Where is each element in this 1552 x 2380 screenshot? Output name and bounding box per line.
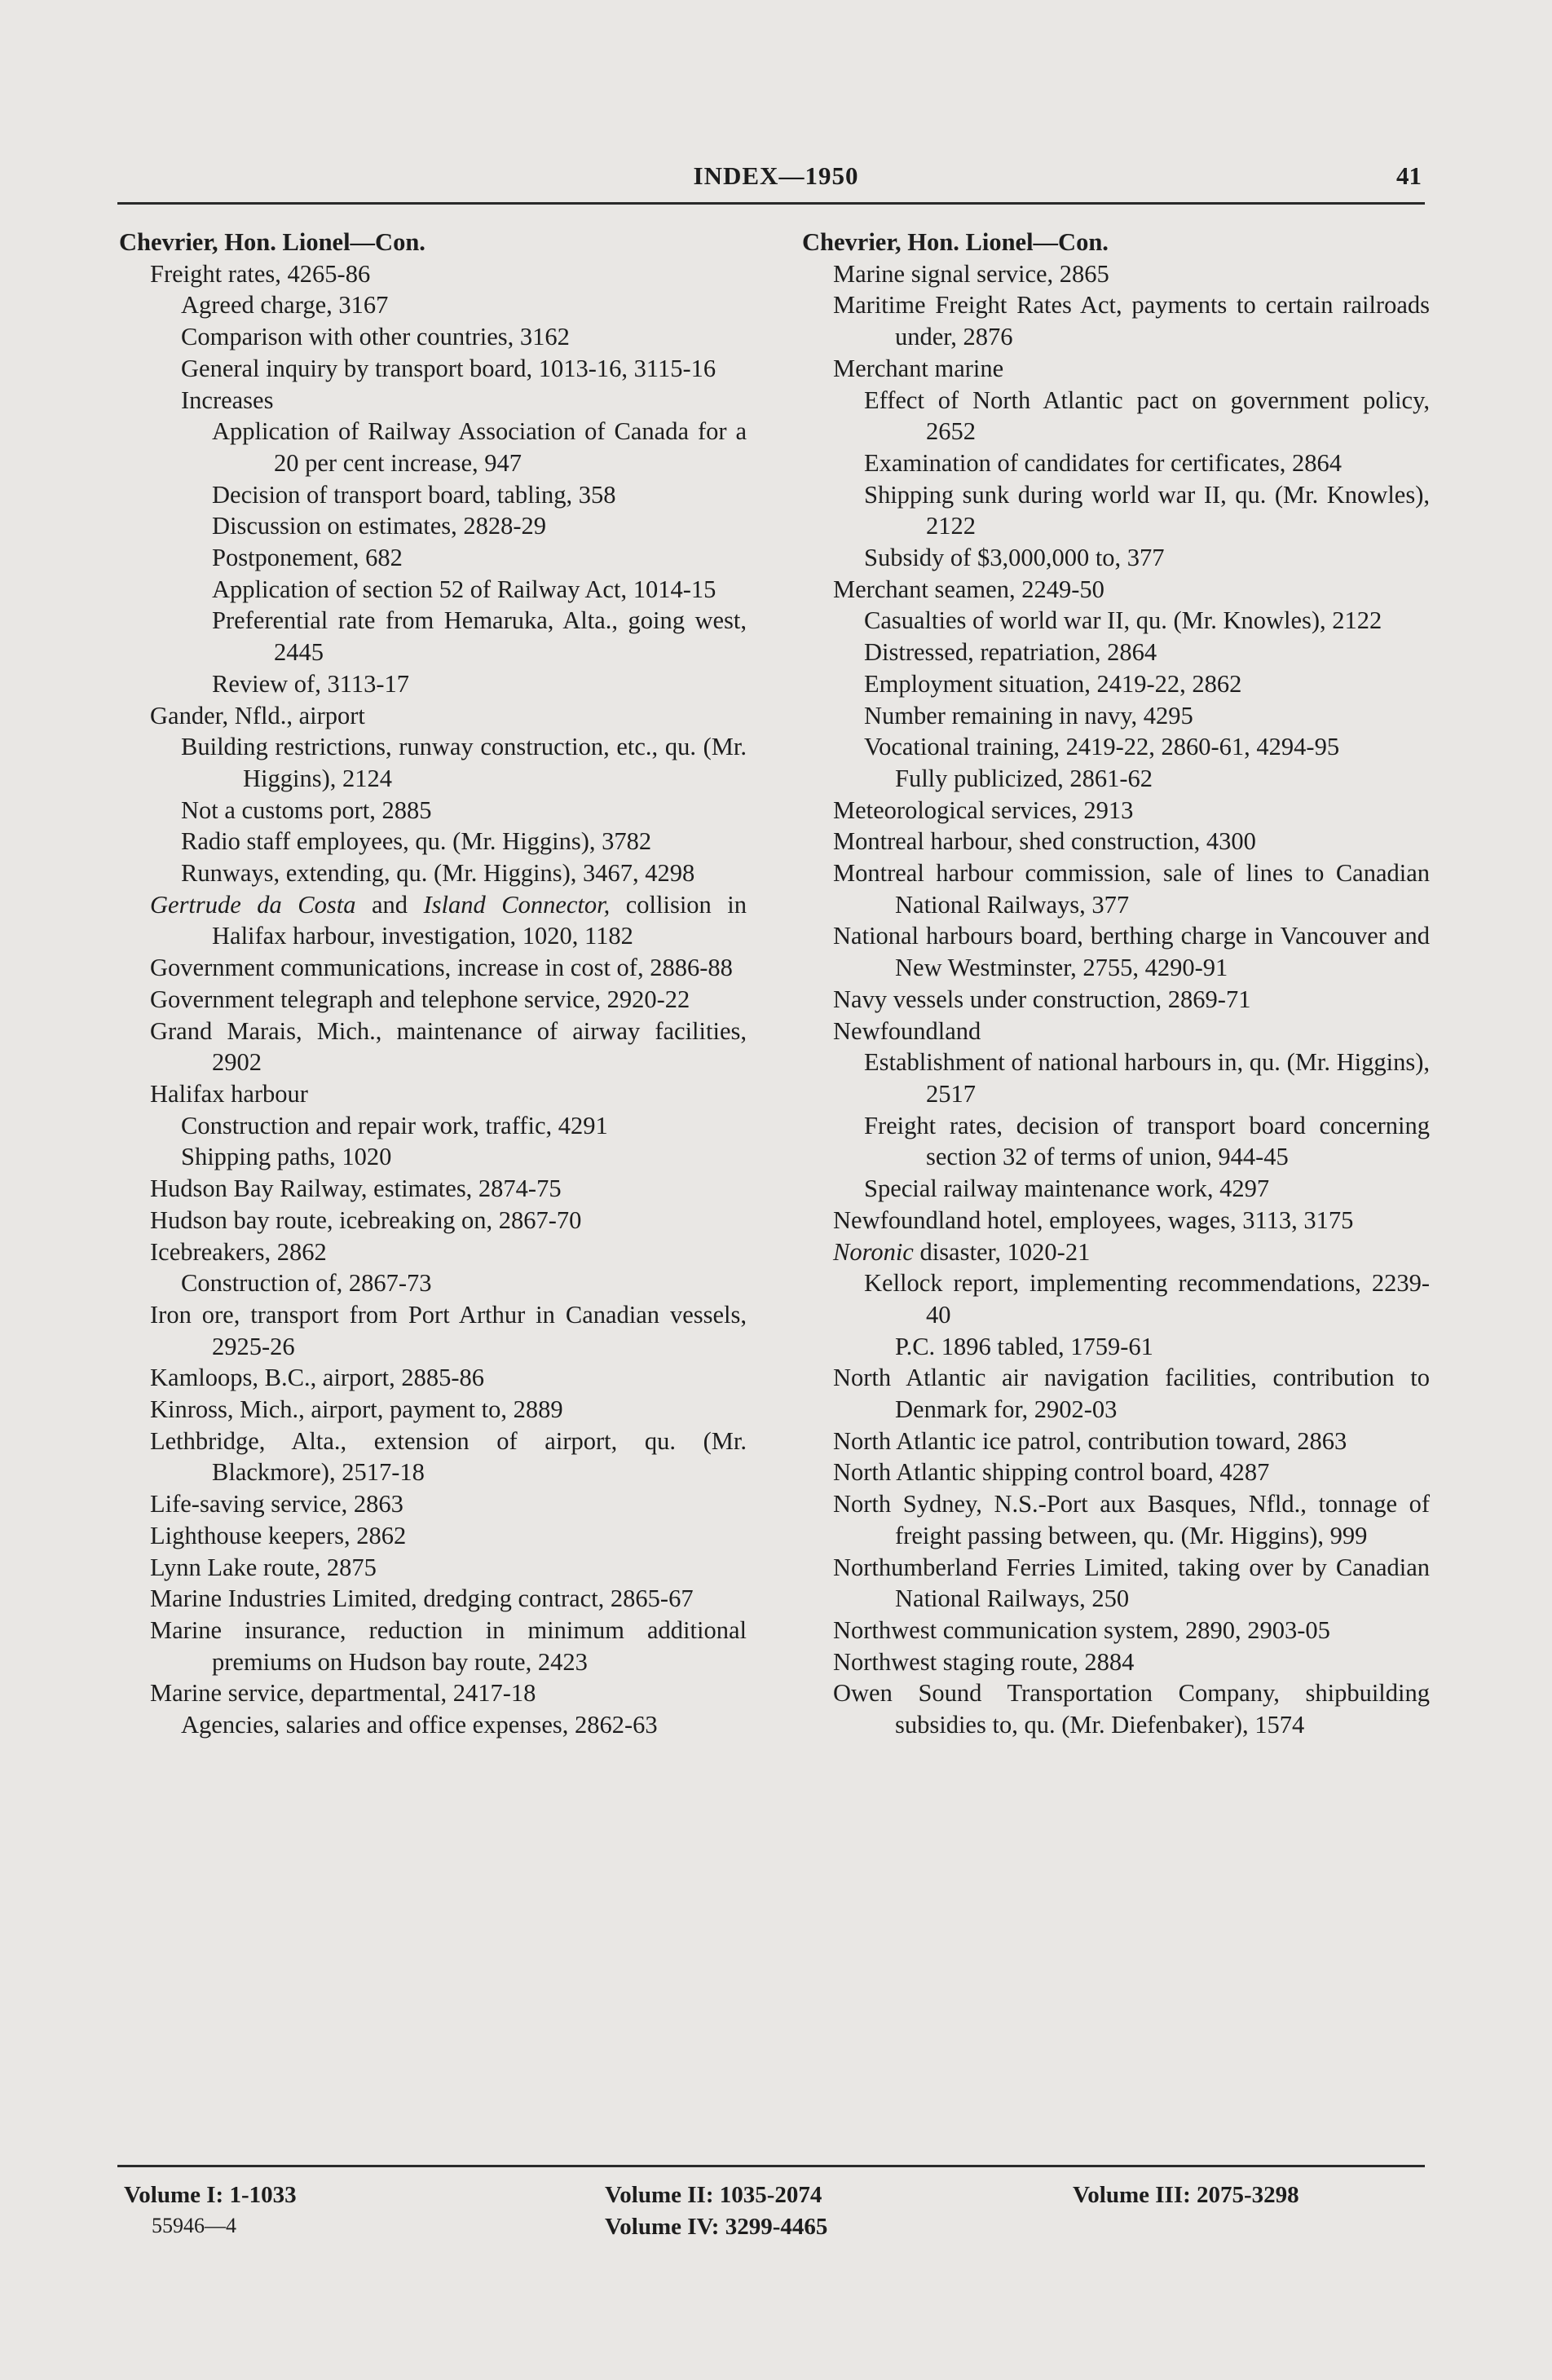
entry-text: National harbours board, berthing charge in Vancouver and New Westminster, 2755, 4290-91 [833,922,1430,982]
index-entry [802,1362,1430,1425]
entry-text: General inquiry by transport board, 1013-16, 3115-16 [181,354,716,382]
index-entry [802,668,1430,700]
index-entry [802,1110,1430,1173]
index-entry [802,637,1430,668]
index-entry [802,984,1430,1016]
index-entry [802,1552,1430,1615]
entry-text: Review of, 3113-17 [212,669,409,698]
index-entry [119,353,747,385]
index-entry [119,479,747,511]
entry-text: Marine Industries Limited, dredging contract, 2865-67 [150,1584,694,1613]
entry-text: disaster, 1020-21 [913,1237,1091,1266]
index-entry [802,447,1430,479]
index-entry [119,289,747,321]
entry-text: Examination of candidates for certificates, 2864 [864,448,1343,477]
entry-text: Comparison with other countries, 3162 [181,323,570,351]
index-entry [119,984,747,1016]
entry-text: Montreal harbour, shed construction, 4300 [833,827,1256,856]
entry-text: Fully publicized, 2861-62 [895,764,1153,792]
entry-text: Number remaining in navy, 4295 [864,701,1193,729]
index-entry [802,479,1430,542]
index-entry [802,1488,1430,1551]
entry-text: Application of section 52 of Railway Act, 1014-15 [212,575,716,603]
index-entry [119,1488,747,1520]
entry-text: North Sydney, N.S.-Port aux Basques, Nfld., tonnage of freight passing between, qu. (Mr. Higgins), 999 [833,1490,1430,1549]
entry-text: Gander, Nfld., airport [150,701,365,729]
entry-text: Distressed, repatriation, 2864 [864,638,1157,667]
entry-text: Lynn Lake route, 2875 [150,1553,377,1581]
index-entry [802,1267,1430,1330]
entry-text: Montreal harbour commission, sale of lines to Canadian National Railways, 377 [833,859,1430,919]
entry-connector: and [355,890,424,919]
entry-text: Lighthouse keepers, 2862 [150,1521,407,1549]
entry-text: Decision of transport board, tabling, 358 [212,480,616,509]
index-entry [119,1299,747,1362]
entry-text: Halifax harbour [150,1079,308,1108]
entry-text: Hudson bay route, icebreaking on, 2867-70 [150,1205,582,1234]
index-entry [802,1426,1430,1457]
index-entry [119,857,747,889]
entry-text: Meteorological services, 2913 [833,796,1134,824]
entry-text: Kellock report, implementing recommendations, 2239-40 [864,1269,1430,1329]
index-entry [802,1615,1430,1646]
index-entry [802,826,1430,857]
index-entry [119,1552,747,1584]
volume-4-range: Volume IV: 3299-4465 [605,2214,828,2240]
entry-text: Subsidy of $3,000,000 to, 377 [864,544,1165,572]
entry-text: Application of Railway Association of Canada for a 20 per cent increase, 947 [212,417,747,477]
index-entry [802,920,1430,983]
entry-text: Increases [181,386,274,414]
index-entry [119,321,747,353]
entry-text: Vocational training, 2419-22, 2860-61, 4294-95 [864,733,1340,761]
index-entry [802,385,1430,447]
index-entry [119,574,747,606]
index-entry [119,668,747,700]
index-entry [119,1426,747,1488]
index-entry [802,289,1430,352]
entry-text: P.C. 1896 tabled, 1759-61 [895,1332,1153,1360]
right-column [802,227,1430,1741]
index-entry [119,1110,747,1142]
entry-text: Agencies, salaries and office expenses, 2862-63 [181,1711,658,1739]
entry-text: Agreed charge, 3167 [181,291,389,320]
entry-text: Radio staff employees, qu. (Mr. Higgins), 3782 [181,827,652,856]
page-title: INDEX—1950 [693,161,859,190]
index-entry [802,1236,1430,1268]
entry-text: Shipping paths, 1020 [181,1143,392,1171]
entry-text: Hudson Bay Railway, estimates, 2874-75 [150,1175,562,1203]
entry-text: Iron ore, transport from Port Arthur in Canadian vessels, 2925-26 [150,1300,747,1360]
index-entry [802,1173,1430,1205]
header-rule [117,202,1425,205]
entry-text: Runways, extending, qu. (Mr. Higgins), 3467, 4298 [181,859,695,888]
index-entry [119,385,747,416]
index-entry [802,857,1430,920]
index-entry [802,574,1430,606]
entry-text: Kinross, Mich., airport, payment to, 2889 [150,1395,563,1424]
entry-text: North Atlantic air navigation facilities, contribution to Denmark for, 2902-03 [833,1364,1430,1424]
entry-text: Freight rates, 4265-86 [150,259,371,288]
entry-text: Government communications, increase in cost of, 2886-88 [150,954,733,982]
index-entry [802,258,1430,290]
page-number: 41 [1396,161,1422,190]
print-code: 55946—4 [152,2214,236,2237]
index-entry [119,1173,747,1205]
index-entry [119,605,747,668]
left-column [119,227,747,1741]
entry-italic-title: Noronic [833,1237,914,1266]
entry-text: Employment situation, 2419-22, 2862 [864,669,1242,698]
volume-1-range: Volume I: 1-1033 [124,2182,297,2208]
index-entry [802,1205,1430,1236]
index-entry [119,1583,747,1615]
volume-3-range: Volume III: 2075-3298 [1073,2182,1299,2208]
entry-text: Construction of, 2867-73 [181,1269,432,1298]
index-entry [119,700,747,732]
index-entry [119,1394,747,1426]
column-heading: Chevrier, Hon. Lionel—Con. [119,228,425,256]
index-entry [119,889,747,952]
entry-text: Marine service, departmental, 2417-18 [150,1679,536,1708]
entry-text: Freight rates, decision of transport board concerning section 32 of terms of union, 944-45 [864,1111,1430,1171]
entry-text: Lethbridge, Alta., extension of airport, qu. (Mr. Blackmore), 2517-18 [150,1426,747,1487]
index-entry [119,826,747,857]
index-entry [119,416,747,478]
entry-text: North Atlantic ice patrol, contribution toward, 2863 [833,1426,1347,1455]
entry-text: Navy vessels under construction, 2869-71 [833,985,1251,1013]
index-entry [119,1677,747,1709]
index-entry [802,731,1430,763]
entry-text: Northwest staging route, 2884 [833,1647,1135,1676]
index-entry [802,542,1430,574]
index-entry [119,542,747,574]
index-entry [119,795,747,826]
entry-text: Merchant marine [833,354,1004,382]
index-entry [119,1520,747,1552]
index-entry [802,1677,1430,1740]
index-entry [802,1646,1430,1678]
index-entry [119,1078,747,1110]
entry-text: Building restrictions, runway construction, etc., qu. (Mr. Higgins), 2124 [181,733,747,792]
entry-text: Grand Marais, Mich., maintenance of airway facilities, 2902 [150,1016,747,1077]
entry-text: Not a customs port, 2885 [181,796,432,824]
entry-text: Northumberland Ferries Limited, taking over by Canadian National Railways, 250 [833,1553,1430,1613]
index-entry [119,1236,747,1268]
index-entry [119,510,747,542]
index-entry [802,353,1430,385]
index-entry [119,1709,747,1741]
entry-text: Government telegraph and telephone service, 2920-22 [150,985,690,1013]
entry-text: North Atlantic shipping control board, 4287 [833,1458,1270,1487]
entry-text: Maritime Freight Rates Act, payments to certain railroads under, 2876 [833,291,1430,351]
entry-text: Merchant seamen, 2249-50 [833,575,1104,603]
index-entry [119,258,747,290]
index-entry [802,1047,1430,1109]
entry-text: Construction and repair work, traffic, 4291 [181,1111,608,1139]
entry-text: Newfoundland [833,1016,981,1045]
entry-text: Casualties of world war II, qu. (Mr. Knowles), 2122 [864,606,1382,635]
entry-list [802,258,1430,1741]
entry-text: Newfoundland hotel, employees, wages, 3113, 3175 [833,1205,1354,1234]
entry-text: Icebreakers, 2862 [150,1237,327,1266]
footer-rule [117,2165,1425,2167]
index-entry [802,1331,1430,1363]
entry-text: Postponement, 682 [212,544,403,572]
entry-text: Establishment of national harbours in, qu. (Mr. Higgins), 2517 [864,1048,1430,1108]
entry-italic-title: Gertrude da Costa [150,890,356,919]
index-entry [119,731,747,794]
entry-text: Effect of North Atlantic pact on government policy, 2652 [864,386,1430,446]
index-entry [119,1362,747,1394]
volume-2-range: Volume II: 1035-2074 [605,2182,822,2208]
entry-italic-title: Island Connector, [423,890,611,919]
index-entry [802,795,1430,826]
entry-text: Discussion on estimates, 2828-29 [212,512,547,540]
index-entry [802,1016,1430,1047]
entry-text: Marine signal service, 2865 [833,259,1109,288]
entry-list [119,258,747,1741]
column-heading: Chevrier, Hon. Lionel—Con. [802,228,1109,256]
entry-text: collision in Halifax harbour, investigation, 1020, 1182 [212,890,747,950]
index-entry [119,1267,747,1299]
entry-text: Marine insurance, reduction in minimum additional premiums on Hudson bay route, 2423 [150,1615,747,1676]
index-entry [802,605,1430,637]
entry-text: Preferential rate from Hemaruka, Alta., going west, 2445 [212,606,747,667]
entry-text: Kamloops, B.C., airport, 2885-86 [150,1364,485,1392]
index-entry [802,700,1430,732]
entry-text: Special railway maintenance work, 4297 [864,1175,1270,1203]
index-entry [119,1141,747,1173]
entry-text: Owen Sound Transportation Company, shipbuilding subsidies to, qu. (Mr. Diefenbaker), 1574 [833,1679,1430,1739]
index-entry [802,1457,1430,1488]
index-entry [802,763,1430,795]
entry-text: Northwest communication system, 2890, 2903-05 [833,1615,1330,1644]
index-entry [119,952,747,984]
entry-text: Life-saving service, 2863 [150,1490,403,1518]
index-entry [119,1615,747,1677]
entry-text: Shipping sunk during world war II, qu. (Mr. Knowles), 2122 [864,480,1430,540]
index-entry [119,1205,747,1236]
index-entry [119,1016,747,1078]
